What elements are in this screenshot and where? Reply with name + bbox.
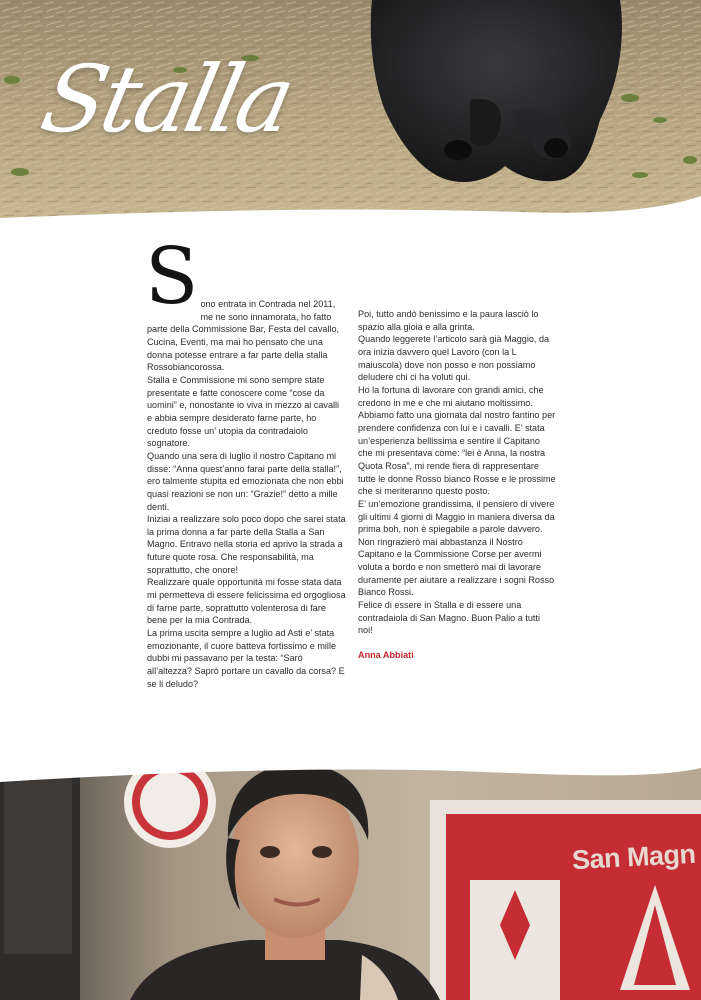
article-paragraph: Iniziai a realizzare solo poco dopo che sarei stata la prima donna a far parte della Stalla a San Magno. Entravo nella storia ed aprivo la strada a future quote rosa. Che responsabilità, ma soprattutto, che onore!: [147, 514, 346, 575]
article-column-left: [145, 232, 346, 690]
author-name: Anna Abbiati: [358, 650, 414, 661]
article-paragraph: E’ un’emozione grandissima, il pensiero di vivere gli ultimi 4 giorni di Maggio in maniera diversa da prima boh, non è spiegabile a parole davvero.: [358, 498, 555, 535]
article-paragraph: Quando leggerete l’articolo sarà già Maggio, da ora inizia davvero quel Lavoro (con la L maiuscola) dove non posso e non possiamo deludere chi ci ha voluti qui.: [358, 334, 550, 383]
article-paragraph: Quando una sera di luglio il nostro Capitano mi disse: “Anna quest’anno farai parte della stalla!”, ero talmente stupita ed emozionata che non ebbi quasi reazioni se non un: “Grazie!” detto a mille denti.: [147, 450, 344, 512]
article-paragraph: ono entrata in Contrada nel 2011, me ne sono innamorata, ho fatto parte della Commissione Bar, Festa del cavallo, Cucina, Eventi, ma mai ho pensato che una donna potesse entrare a far parte della stalla Rossobiancorossa.: [147, 299, 340, 373]
article-paragraph: Abbiamo fatto una giornata dal nostro fantino per prendere confidenza con lui e i cavalli. E’ stata un’esperienza bellissima e sentire il Capitano che mi presentava come: “lei è Anna, la nostra Quota Rosa”, mi rende fiera di rappresentare tutte le donne Rosso bianco Rosse e le prossime che si meriteranno questo posto.: [358, 410, 556, 497]
article-paragraph: Realizzare quale opportunità mi fosse stata data mi permetteva di essere felicissima ed orgogliosa di farne parte, soprattutto volenterosa di fare bene per la mia Contrada.: [147, 577, 346, 626]
article-paragraph: La prima uscita sempre a luglio ad Asti e’ stata emozionante, il cuore batteva fortissimo e mille dubbi mi passavano per la testa: “Sarò all’altezza? Saprò portare un cavallo da corsa? E se li deludo?: [147, 628, 345, 689]
article-paragraph: Stalla e Commissione mi sono sempre state presentate e fatte conoscere come “cose da uomini” e, nonostante io viva in mezzo ai cavalli e abbia sempre desiderato farne parte, ho creduto fosse un’ utopia da contradaiolo sognatore.: [147, 374, 340, 449]
hero-photo: [0, 0, 701, 232]
drop-cap: S: [145, 232, 199, 322]
article-paragraph: Felice di essere in Stalla e di essere una contradaiola di San Magno. Buon Palio a tutti noi!: [358, 600, 540, 636]
portrait-photo-image: [0, 760, 701, 1000]
article-column-right: [358, 308, 557, 662]
section-title: Stalla: [32, 46, 301, 153]
portrait-photo: [0, 760, 701, 1000]
article-paragraph: Non ringrazierò mai abbastanza il Nostro Capitano e la Commissione Corse per avermi voluta a bordo e non smetterò mai di lavorare duramente per aiutare a realizzare i sogni Rosso Bianco Rossi.: [358, 536, 555, 598]
sign-text: San Magn: [571, 838, 697, 876]
article-paragraph: Poi, tutto andò benissimo e la paura lasciò lo spazio alla gioia e alla grinta.: [358, 309, 539, 332]
article-paragraph: Ho la fortuna di lavorare con grandi amici, che credono in me e che mi aiutano moltissimo.: [358, 384, 544, 408]
